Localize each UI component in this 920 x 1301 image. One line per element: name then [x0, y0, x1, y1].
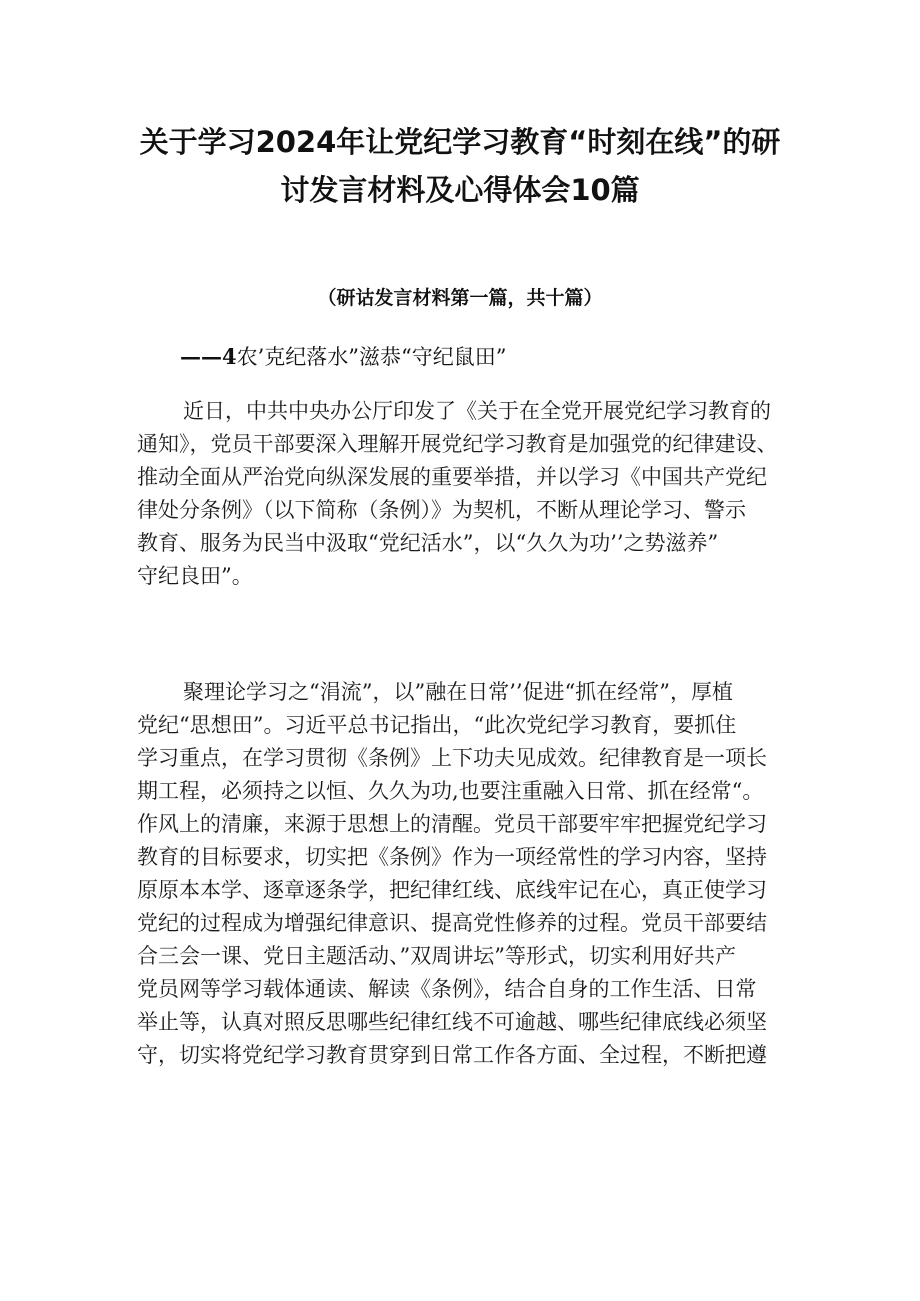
paragraph-line: 守，切实将党纪学习教育贯穿到日常工作各方面、全过程，不断把遵: [137, 1043, 767, 1067]
paragraph-line: 教育的目标要求，切实把《条例》作为一项经常性的学习内容，坚持: [137, 845, 767, 869]
byline: [180, 340, 800, 374]
paragraph-2: [137, 676, 797, 1072]
paragraph-line: 学习重点，在学习贯彻《条例》上下功夫见成效。纪律教育是一项长: [137, 746, 767, 770]
paragraph-line: 作风上的清廉，来源于思想上的清醒。党员干部要牢牢把握党纪学习: [137, 812, 767, 836]
document-title: [110, 118, 810, 214]
paragraph-line: 近日，中共中央办公厅印发了《关于在全党开展党纪学习教育的: [183, 399, 771, 423]
paragraph-line: 期工程，必须持之以恒、久久为功,也要注重融入日常、抓在经常“。: [137, 779, 764, 803]
paragraph-line: 举止等，认真对照反思哪些纪律红线不可逾越、哪些纪律底线必须坚: [137, 1010, 767, 1034]
document-subtitle: （研诂发言材料第一篇，共十篇）: [317, 287, 603, 309]
title-line-1: 关于学习2024年让党纪学习教育“时刻在线”的研: [139, 125, 781, 159]
title-line-2: 讨发言材料及心得体会10篇: [280, 173, 640, 207]
paragraph-line: 教育、服务为民当中汲取“党纪活水”，以“久久为功’’之势滋养”: [137, 531, 719, 555]
paragraph-line: 聚理论学习之“涓流”，以”融在日常’’促进“抓在经常”，厚植: [183, 680, 734, 704]
paragraph-line: 推动全面从严治党向纵深发展的重要举措，并以学习《中国共产党纪: [137, 465, 767, 489]
paragraph-line: 律处分条例》（以下简称（条例）》为契机，不断从理论学习、警示: [137, 498, 746, 522]
byline-text: 农’克纪落水”滋恭“守纪鼠田”: [236, 345, 507, 369]
paragraph-line: 原原本本学、逐章逐条学，把纪律红线、底线牢记在心，真正使学习: [137, 878, 767, 902]
paragraph-line: 守纪良田”。: [137, 564, 253, 588]
paragraph-1: [137, 395, 797, 593]
paragraph-line: 合三会一课、党日主题活动、”双周讲坛”等形式，切实利用好共产: [137, 944, 736, 968]
paragraph-line: 通知》，党员干部要深入理解开展党纪学习教育是加强党的纪律建设、: [137, 432, 778, 456]
paragraph-line: 党纪的过程成为增强纪律意识、提高党性修养的过程。党员干部要结: [137, 911, 767, 935]
paragraph-line: 党纪“思想田”。习近平总书记指出，“此次党纪学习教育，要抓住: [137, 713, 737, 737]
byline-dash: ——4: [180, 344, 237, 369]
paragraph-line: 党员网等学习载体通读、解读《条例》，结合自身的工作生活、日常: [137, 977, 757, 1001]
